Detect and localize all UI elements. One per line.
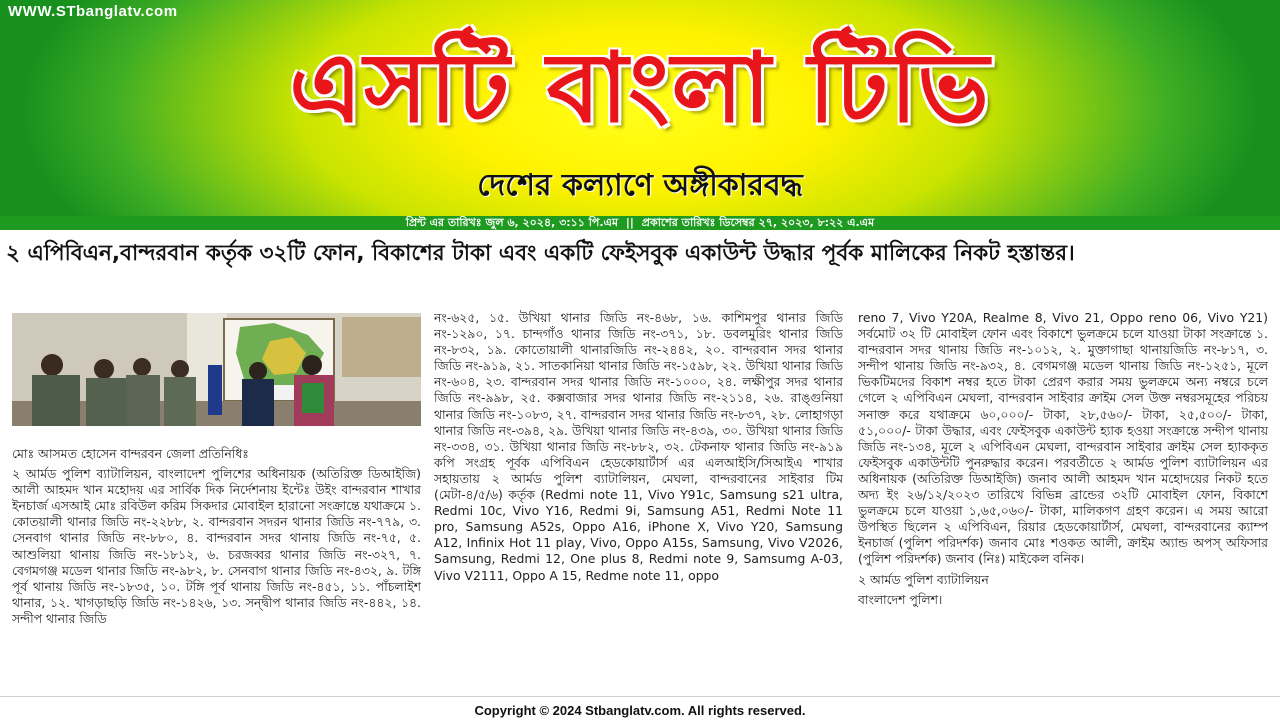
article-photo (12, 313, 421, 426)
date-separator: || (625, 216, 634, 229)
tagline: দেশের কল্যাণে অঙ্গীকারবদ্ধ (477, 168, 803, 203)
copyright-text: Copyright © 2024 Stbanglatv.com. All rights reserved. (474, 703, 806, 718)
sign-org: বাংলাদেশ পুলিশ। (858, 591, 943, 607)
article-column-2 (434, 310, 843, 670)
article-text-2: নং-৬২৫, ১৫. উখিয়া থানার জিডি নং-৪৬৮, ১৬. কাশিমপুর থানার জিডি নং-১২৯০, ১৭. চান্দগাঁও থানার জিডি নং-৩৭১, ১৮. ডবলমুরিং থানার জিডি নং-৮৩২, ১৯. কোতোয়ালী থানারজিডি নং-২৪৪২, ২০. বান্দরবান সদর থানার জিডি নং-৯১৯, ২১. সাতকানিয়া থানার জিডি নং-১৫৯৮, ২২. উখিয়া থানার জিডি নং-৬০৪, ২৩. বান্দরবান সদর থানার জিডি নং-১০০০, ২৪. লক্ষীপুর সদর থানার জিডি নং-৯৯৮, ২৫. কক্সবাজার সদর থানার জিডি নং-২১১৪, ২৬. রাঙ্গুনিয়া থানার জিডি নং-১০৮৩, ২৭. বান্দরবান সদর থানার জিডি নং-৮৩৭, ২৮. লোহাগড়া থানার জিডি নং-৩৯৪, ২৯. উখিয়া থানার জিডি নং-৪৩৯, ৩০. উখিয়া থানার জিডি নং-৩৩৪, ৩১. উখিয়া থানার জিডি নং-৮৮২, ৩২. টেকনাফ থানার জিডি নং-৯১৯ কপি সংগ্রহ পূর্বক এপিবিএন হেডকোয়ার্টার্স এর এলআইসি/সিআইএ শাখার সহায়তায় ২ আর্মড পুলিশ ব্যাটালিয়ন, মেঘলা, বান্দরবানের সাইবার টিম (মেটা-৪/৫/৬) কর্তৃক (Redmi note 11, Vivo Y91c, Samsung s21 ultra, Redmi 10c, Vivo Y16, Redmi 9i, Samsung A51, Redmi Note 11 pro, Samsung A52s, Oppo A16, iPhone X, Vivo Y20, Samsung A12, Infinix Hot 11 play, Vivo, Oppo A15s, Samsung, Vivo V2026, Samsung, Redmi 12, One plus 8, Redmi note 9, Samsumg A-03, Vivo V2111, Oppo A 15, Redme note 11, oppo (434, 310, 843, 583)
date-bar (0, 216, 1280, 230)
print-date: প্রিন্ট এর তারিখঃ জুল ৬, ২০২৪, ৩:১১ পি.এম (405, 216, 619, 229)
reporter-byline: মোঃ আসমত হোসেন বান্দরবন জেলা প্রতিনিধিঃ (12, 446, 249, 461)
article-headline: ২ এপিবিএন,বান্দরবান কর্তৃক ৩২টি ফোন, বিকাশের টাকা এবং একটি ফেইসবুক একাউন্ট উদ্ধার পূর্বক মালিকের নিকট হস্তান্তর। (6, 241, 1075, 266)
sign-unit: ২ আর্মড পুলিশ ব্যাটালিয়ন (858, 571, 989, 587)
article-text-3: reno 7, Vivo Y20A, Realme 8, Vivo 21, Oppo reno 06, Vivo Y21) সর্বমোট ৩২ টি মোবাইল ফোন এবং বিকাশে ভুলক্রমে চলে যাওয়া টাকা সংক্রান্তে ১. বান্দরবান সদর থানায় জিডি নং-১০১২, ২. মুক্তাগাছা থানায়জিডি নং-৮১৭, ৩. সন্দীপ থানায় জিডি নং-৯৩২, ৪. বেগমগঞ্জ মডেল থানায় জিডি নং-১২৫১, মূলে ভিকটিমদের বিকাশ নম্বর হতে টাকা প্রেরণ করার সময় ভুলক্রমে অন্য নম্বরে চলে গেলে ২ এপিবিএন মেঘলা, বান্দরবান সাইবার ক্রাইম সেল উক্ত নম্বরসমূহের পরিচয় সনাক্ত করে যথাক্রমে ৬০,০০০/- টাকা, ২৮,৫৬০/- টাকা, ২৫,৫০০/- টাকা, ৫১,০০০/- টাকা উদ্ধার, এবং ফেইসবুক একাউন্ট হ্যাক হওয়া সংক্রান্তে সন্দীপ থানায় জিডি নং-১৩৪, মূলে ২ এপিবিএন মেঘলা, বান্দরবান সাইবার ক্রাইম সেল হ্যাককৃত ফেইসবুক একাউন্টটি পুনরুদ্ধার করেন। পরবর্তীতে ২ আর্মড পুলিশ ব্যাটালিয়ন এর অধিনায়ক (অতিরিক্ত ডিআইজি) জনাব আলী আহমদ খান মহোদয়ের নিকট হতে অদ্য ইং ২৬/১২/২০২৩ তারিখে বিভিন্ন ব্রান্ডের ৩২টি মোবাইল ফোন, বিকাশে ভুলক্রমে চলে যাওয়া ১,৬৫,০৬০/- টাকা, মালিকগণ গ্রহণ করেন। এ সময় আরো উপস্থিত ছিলেন ২ এপিবিএন, রিয়ার হেডকোয়ার্টার্স, মেঘলা, বান্দরবানের ক্যাম্প ইনচার্জ (পুলিশ পরিদর্শক) জনাব মোঃ শওকত আলী, ক্রাইম অ্যান্ড অপস্ অফিসার (পুলিশ পরিদর্শক) জনাব (নিঃ) মাইকেল বনিক। (858, 310, 1268, 567)
masthead (0, 0, 1280, 216)
photo-illustration (12, 313, 421, 426)
site-url[interactable]: WWW.STbanglatv.com (8, 3, 178, 20)
publish-date: প্রকাশের তারিখঃ ডিসেম্বর ২৭, ২০২৩, ৮:২২ এ.এম (641, 216, 875, 229)
article-text-1: ২ আর্মড পুলিশ ব্যাটালিয়ন, বাংলাদেশ পুলিশের অধিনায়ক (অতিরিক্ত ডিআইজি) আলী আহমদ খান মহোদয় এর সার্বিক দিক নির্দেশনায় ইন্টেঃ উইং বান্দরবান শাখার ইনচার্জ এসআই মোঃ রবিউল করিম সিকদার মোবাইল হারানো সংক্রান্তে যথাক্রমে ১. কোতয়ালী থানার জিডি নং-২২৮৮, ২. বান্দরবান সদরন থানার জিডি নং-৭৭৯, ৩. সেনবাগ থানার জিডি নং-৮৮০, ৪. বান্দরবান সদর থানায় জিডি নং-৭৫, ৫. আশুলিয়া থানায় জিডি নং-১৮১২, ৬. চরজব্বর থানার জিডি নং-৩২৭, ৭. বেগমগঞ্জ মডেল থানার জিডি নং-৯৮২, ৮. সেনবাগ থানার জিডি নং-৪৩২, ৯. টঙ্গি পূর্ব থানায় জিডি নং-১৮৩৫, ১০. টঙ্গি পূর্ব থানায় জিডি নং-৪৫১, ১১. পাঁচলাইশ থানার, ১২. খাগড়াছড়ি জিডি নং-১৪২৬, ১৩. সন্দ্বীপ থানার জিডি নং-৪৪২, ১৪. সন্দীপ থানার জিডি (12, 466, 421, 626)
footer-divider (0, 696, 1280, 697)
brand-title: এসটি বাংলা টিভি (289, 32, 991, 144)
article-column-3 (858, 310, 1268, 670)
article-column-1 (12, 446, 421, 668)
